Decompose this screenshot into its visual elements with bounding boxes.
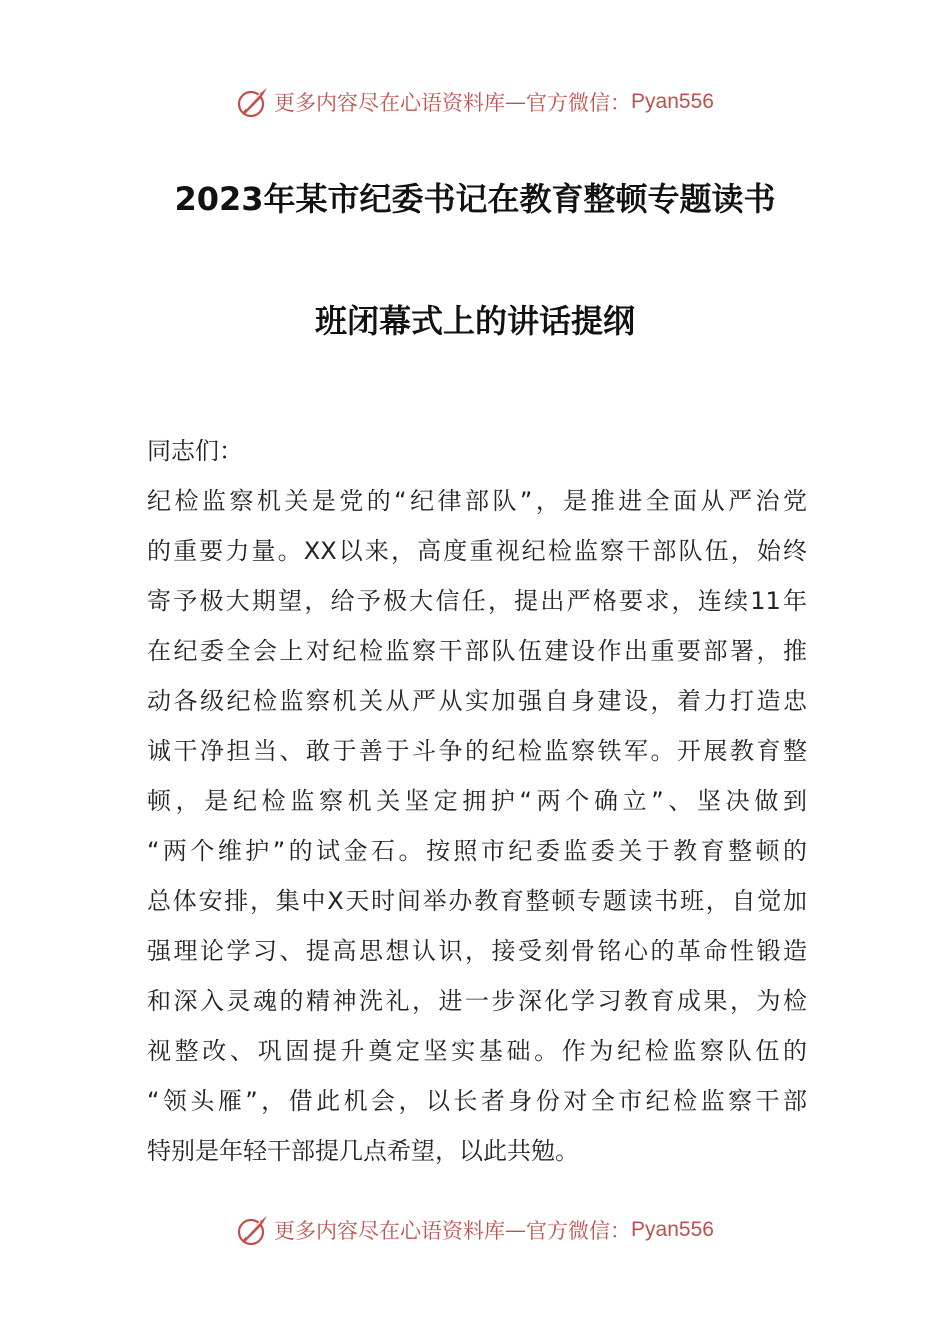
body-line: 诚干净担当、敢于善于斗争的纪检监察铁军。开展教育整 xyxy=(147,737,807,765)
banner-contact-id: Pyan556 xyxy=(631,90,714,113)
body-line: 的重要力量。XX以来，高度重视纪检监察干部队伍，始终 xyxy=(147,537,807,565)
banner-contact-id: Pyan556 xyxy=(631,1218,714,1241)
body-line: “两个维护”的试金石。按照市纪委监委关于教育整顿的 xyxy=(147,837,807,865)
document-title-line-1: 2023年某市纪委书记在教育整顿专题读书 xyxy=(174,180,776,218)
body-line: 和深入灵魂的精神洗礼，进一步深化学习教育成果，为检 xyxy=(147,987,807,1015)
body-line: “领头雁”，借此机会，以长者身份对全市纪检监察干部 xyxy=(147,1087,807,1115)
document-title-line-2: 班闭幕式上的讲话提纲 xyxy=(314,302,635,340)
body-line: 纪检监察机关是党的“纪律部队”，是推进全面从严治党 xyxy=(147,487,807,515)
banner-separator: — xyxy=(505,90,527,114)
salutation: 同志们： xyxy=(147,437,243,465)
body-line: 在纪委全会上对纪检监察干部队伍建设作出重要部署，推 xyxy=(147,637,807,665)
header-banner xyxy=(0,82,950,122)
banner-brand-text: 更多内容尽在心语资料库 xyxy=(274,91,506,115)
banner-contact-label: 官方微信： xyxy=(526,1219,632,1243)
body-line: 寄予极大期望，给予极大信任，提出严格要求，连续11年 xyxy=(147,587,807,615)
body-line: 强理论学习、提高思想认识，接受刻骨铭心的革命性锻造 xyxy=(147,937,807,965)
banner-separator: — xyxy=(505,1218,527,1242)
body-line: 特别是年轻干部提几点希望，以此共勉。 xyxy=(147,1137,579,1165)
body-line: 视整改、巩固提升奠定坚实基础。作为纪检监察队伍的 xyxy=(147,1037,807,1065)
quill-pen-logo-icon xyxy=(236,1213,270,1247)
body-line: 动各级纪检监察机关从严从实加强自身建设，着力打造忠 xyxy=(147,687,807,715)
banner-brand-text: 更多内容尽在心语资料库 xyxy=(274,1219,506,1243)
body-line: 总体安排，集中X天时间举办教育整顿专题读书班，自觉加 xyxy=(147,887,807,915)
banner-contact-label: 官方微信： xyxy=(526,91,632,115)
body-line: 顿，是纪检监察机关坚定拥护“两个确立”、坚决做到 xyxy=(147,787,807,815)
footer-banner xyxy=(0,1210,950,1250)
quill-pen-logo-icon xyxy=(236,85,270,119)
